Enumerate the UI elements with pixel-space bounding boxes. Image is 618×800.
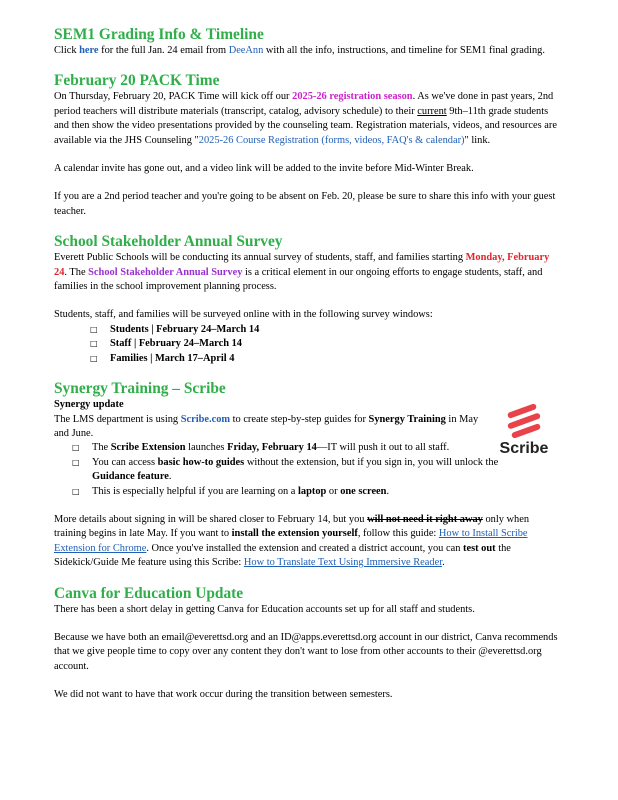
immersive-reader-link[interactable]: How to Translate Text Using Immersive Reader <box>243 557 443 569</box>
survey-paragraph-2: Students, staff, and families will be surveyed online with in the following survey windows: <box>54 309 433 321</box>
pack-paragraph-2: A calendar invite has gone out, and a video link will be added to the invite before Mid-Winter Break. <box>54 163 474 175</box>
course-registration-link[interactable]: 2025-26 Course Registration (forms, videos, FAQ's & calendar) <box>198 134 465 146</box>
synergy-section <box>54 380 559 499</box>
survey-heading: School Stakeholder Annual Survey <box>54 233 283 251</box>
newsletter-page <box>54 26 559 703</box>
survey-start-date: Monday, February 24 <box>54 252 550 278</box>
list-item: □ Staff | February 24–March 14 <box>90 337 559 351</box>
survey-windows-list <box>90 323 559 366</box>
deeann-link[interactable]: DeeAnn <box>228 45 264 56</box>
synergy-subtitle: Synergy update <box>54 399 124 411</box>
pack-heading: February 20 PACK Time <box>54 72 220 90</box>
sem1-paragraph: Click here for the full Jan. 24 email from DeeAnn with all the info, instructions, and timeline for SEM1 final grading. <box>54 45 545 56</box>
synergy-paragraph-1: The LMS department is using Scribe.com to create step-by-step guides for Synergy Training in May and June. <box>54 413 479 439</box>
scribe-logo-icon <box>497 402 551 438</box>
survey-name: School Stakeholder Annual Survey <box>88 266 243 278</box>
pack-paragraph-1: On Thursday, February 20, PACK Time will kick off our 2025-26 registration season. As we've done in past years, 2nd period teachers will distribute materials (transcript, catalog, advisory schedule) to their current 9th–11th grade students and then show the video presentations provided by the counseling team. Registration materials, videos, and resources are available via the JHS Counseling "2025-26 Course Registration (forms, videos, FAQ's & calendar)" link. <box>54 91 557 146</box>
scribe-bullets <box>72 441 512 499</box>
here-link[interactable]: here <box>79 45 99 56</box>
checkbox-icon: □ <box>72 443 80 453</box>
checkbox-icon: □ <box>90 339 98 349</box>
canva-paragraph-1: There has been a short delay in getting Canva for Education accounts set up for all staff and students. <box>54 603 475 615</box>
checkbox-icon: □ <box>90 324 98 334</box>
install-extension-link[interactable]: How to Install Scribe Extension for Chrome <box>54 528 528 554</box>
canva-paragraph-2: Because we have both an email@everettsd.org and an ID@apps.everettsd.org account in our district, Canva recommends that we give people time to copy over any content they don't want to lose from other accounts to their @everettsd.org account. <box>54 631 558 672</box>
pack-paragraph-3: If you are a 2nd period teacher and you're going to be absent on Feb. 20, please be sure to share this info with your guest teacher. <box>54 191 556 217</box>
synergy-paragraph-2: More details about signing in will be shared closer to February 14, but you will not need it right away only when training begins in late May. If you want to install the extension yourself, follow this guide: How to Install Scribe Extension for Chrome. Once you've installed the extension and created a district account, you can test out the Sidekick/Guide Me feature using this Scribe: How to Translate Text Using Immersive Reader. <box>54 513 530 569</box>
scribe-site-link[interactable]: Scribe.com <box>180 413 231 425</box>
checkbox-icon: □ <box>90 353 98 363</box>
survey-paragraph-1: Everett Public Schools will be conducting its annual survey of students, staff, and families starting Monday, February 24. The School Stakeholder Annual Survey is a critical element in our ongoing efforts to engage students, staff, and families in the school improvement planning process. <box>54 252 550 293</box>
list-item: □ You can access basic how-to guides without the extension, but if you sign in, you will unlock the Guidance feature. <box>72 456 499 483</box>
list-item: □ The Scribe Extension launches Friday, February 14—IT will push it out to all staff. <box>72 441 512 455</box>
scribe-logo-text: Scribe <box>499 440 549 458</box>
list-item: □ Students | February 24–March 14 <box>90 323 559 337</box>
sem1-heading: SEM1 Grading Info & Timeline <box>54 26 264 43</box>
canva-paragraph-3: We did not want to have that work occur during the transition between semesters. <box>54 689 393 701</box>
synergy-heading: Synergy Training – Scribe <box>54 380 226 398</box>
registration-season-highlight: 2025-26 registration season <box>292 91 413 103</box>
checkbox-icon: □ <box>72 457 80 467</box>
canva-heading: Canva for Education Update <box>54 584 244 602</box>
list-item: □ Families | March 17–April 4 <box>90 352 559 366</box>
checkbox-icon: □ <box>72 486 80 496</box>
list-item: □ This is especially helpful if you are learning on a laptop or one screen. <box>72 485 512 499</box>
